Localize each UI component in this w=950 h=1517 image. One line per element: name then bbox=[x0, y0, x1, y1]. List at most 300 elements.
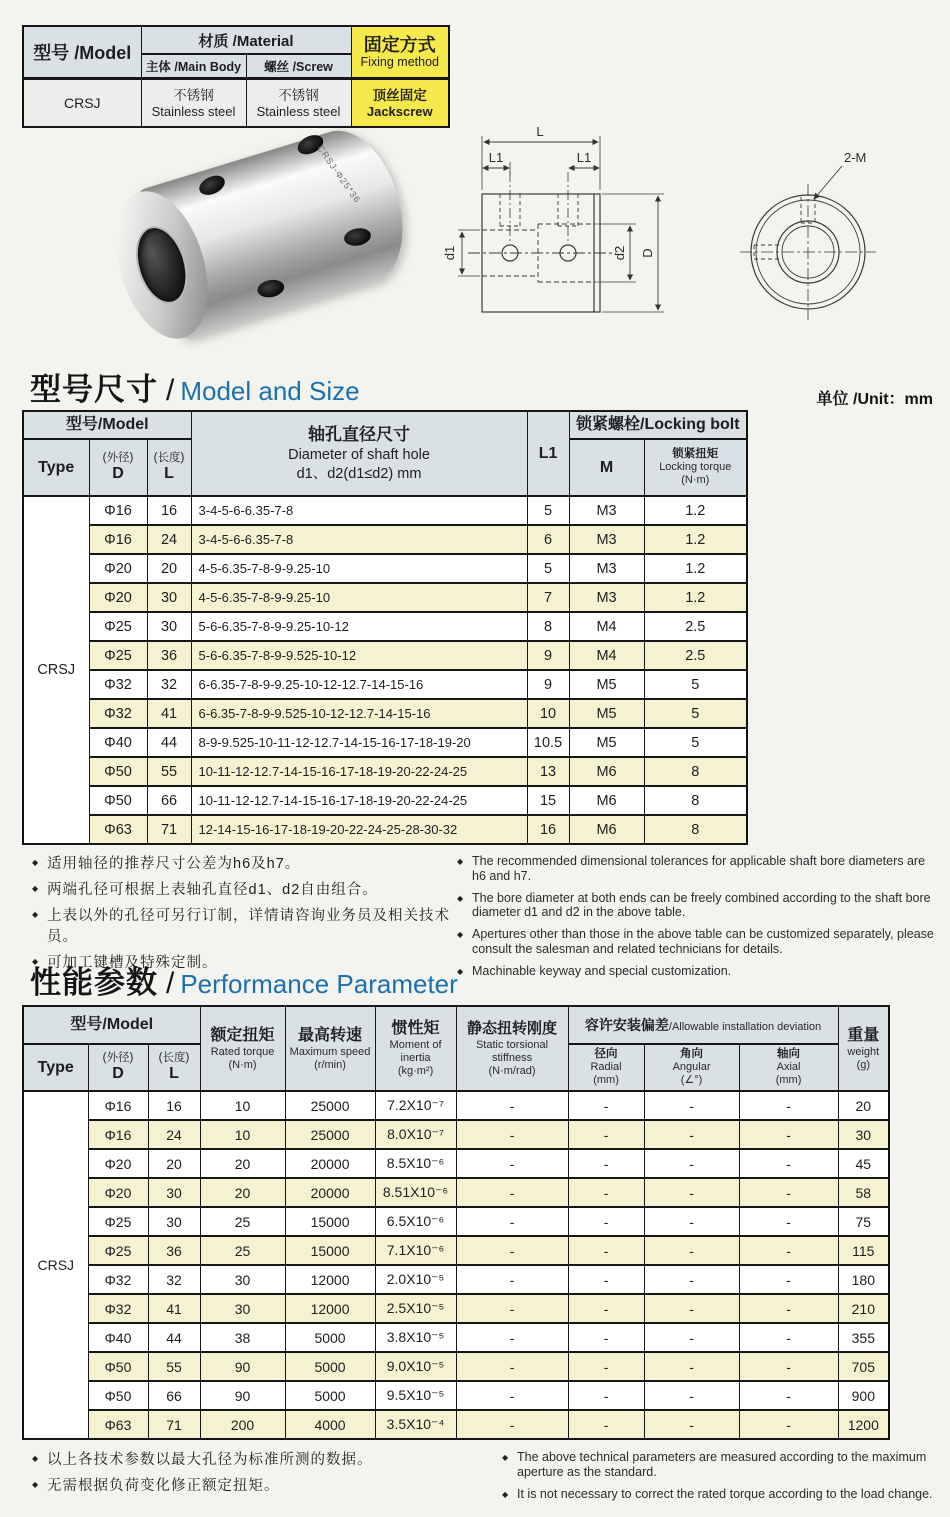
table-row bbox=[23, 525, 747, 554]
performance-section-title bbox=[30, 957, 458, 1002]
stiffness-unit: (N·m/rad) bbox=[488, 1065, 536, 1077]
table-row bbox=[23, 1207, 889, 1236]
cell-torque: 8 bbox=[644, 815, 747, 844]
cell-type: CRSJ bbox=[23, 496, 89, 844]
model-col-header: 型号/Model bbox=[23, 411, 191, 439]
cell-weight: 75 bbox=[838, 1207, 889, 1236]
rated-torque-en: Rated torque bbox=[210, 1045, 275, 1058]
cell-l: 30 bbox=[148, 1207, 200, 1236]
cell-m: M5 bbox=[569, 670, 644, 699]
cell-angular: - bbox=[644, 1236, 739, 1265]
perf-header-row-1 bbox=[23, 1006, 889, 1044]
cell-speed: 20000 bbox=[285, 1178, 375, 1207]
table-row bbox=[23, 1352, 889, 1381]
type-col-header: Type bbox=[23, 1044, 88, 1091]
table-row bbox=[23, 496, 747, 525]
dim-label-L: L bbox=[536, 124, 544, 139]
torque-header-en: Locking torque bbox=[659, 461, 732, 473]
cell-inertia: 9.0X10⁻⁵ bbox=[375, 1352, 456, 1381]
axial-unit: (mm) bbox=[775, 1074, 802, 1086]
cell-weight: 20 bbox=[838, 1091, 889, 1120]
inertia-header bbox=[375, 1006, 456, 1091]
cell-d: Φ20 bbox=[88, 1178, 148, 1207]
main-body-zh: 不锈钢 bbox=[173, 87, 214, 103]
fixing-header-zh: 固定方式 bbox=[363, 35, 436, 55]
l-label: L bbox=[164, 465, 174, 482]
rated-torque-header bbox=[200, 1006, 285, 1091]
cell-inertia: 8.5X10⁻⁶ bbox=[375, 1149, 456, 1178]
fixing-method-header bbox=[351, 26, 449, 79]
cell-l1: 15 bbox=[527, 786, 569, 815]
table-row bbox=[23, 554, 747, 583]
cell-radial: - bbox=[568, 1410, 644, 1439]
cell-torque: 20 bbox=[200, 1149, 285, 1178]
rated-torque-unit: (N·m) bbox=[228, 1058, 257, 1071]
cell-holes: 10-11-12-12.7-14-15-16-17-18-19-20-22-24-25 bbox=[191, 786, 527, 815]
cell-torque: 5 bbox=[644, 728, 747, 757]
cell-torque: 1.2 bbox=[644, 583, 747, 612]
angular-zh: 角向 bbox=[680, 1048, 704, 1060]
hole-header-zh: 轴孔直径尺寸 bbox=[308, 424, 411, 444]
cell-inertia: 3.8X10⁻⁵ bbox=[375, 1323, 456, 1352]
cell-l1: 10.5 bbox=[527, 728, 569, 757]
cell-d: Φ25 bbox=[89, 641, 147, 670]
cell-d: Φ25 bbox=[89, 612, 147, 641]
model-header: 型号 /Model bbox=[23, 26, 141, 79]
cell-inertia: 2.0X10⁻⁵ bbox=[375, 1265, 456, 1294]
cell-angular: - bbox=[644, 1091, 739, 1120]
weight-en: weight bbox=[847, 1045, 880, 1058]
cell-holes: 5-6-6.35-7-8-9-9.25-10-12 bbox=[191, 612, 527, 641]
note-item: ◆ The recommended dimensional tolerances for applicable shaft bore diameters are h6 and h7. bbox=[457, 854, 937, 884]
size-header-row-1 bbox=[23, 411, 747, 439]
stiffness-header bbox=[456, 1006, 568, 1091]
cell-speed: 15000 bbox=[285, 1236, 375, 1265]
cell-l: 44 bbox=[147, 728, 191, 757]
cell-torque: 1.2 bbox=[644, 525, 747, 554]
table-row bbox=[23, 1178, 889, 1207]
table-row bbox=[23, 815, 747, 844]
cell-d: Φ50 bbox=[89, 757, 147, 786]
table-row bbox=[23, 1410, 889, 1439]
size-title-zh: 型号尺寸 bbox=[30, 372, 158, 407]
d-label: D bbox=[112, 465, 124, 482]
cell-m: M5 bbox=[569, 728, 644, 757]
cell-m: M4 bbox=[569, 641, 644, 670]
cell-m: M3 bbox=[569, 496, 644, 525]
torque-col-header bbox=[644, 439, 747, 496]
cell-l1: 10 bbox=[527, 699, 569, 728]
angular-en: Angular bbox=[672, 1061, 711, 1073]
cell-d: Φ50 bbox=[88, 1352, 148, 1381]
cell-angular: - bbox=[644, 1265, 739, 1294]
inertia-en: Moment of inertia bbox=[389, 1039, 442, 1064]
dimension-drawing bbox=[440, 112, 945, 344]
cell-l: 71 bbox=[148, 1410, 200, 1439]
coupling-bore bbox=[129, 222, 193, 308]
stiffness-zh: 静态扭转刚度 bbox=[467, 1020, 558, 1037]
cell-d: Φ32 bbox=[88, 1294, 148, 1323]
note-item: ◆ 适用轴径的推荐尺寸公差为h6及h7。 bbox=[32, 854, 457, 875]
cell-holes: 6-6.35-7-8-9-9.25-10-12-12.7-14-15-16 bbox=[191, 670, 527, 699]
m-col-header: M bbox=[569, 439, 644, 496]
cell-d: Φ40 bbox=[88, 1323, 148, 1352]
product-photo bbox=[95, 128, 435, 340]
cell-axial: - bbox=[739, 1091, 838, 1120]
cell-angular: - bbox=[644, 1294, 739, 1323]
table-row bbox=[23, 1294, 889, 1323]
cell-weight: 1200 bbox=[838, 1410, 889, 1439]
angular-col-header bbox=[644, 1044, 739, 1091]
note-item: ◆ Machinable keyway and special customization. bbox=[457, 964, 937, 979]
cell-speed: 25000 bbox=[285, 1091, 375, 1120]
note-item: ◆ The above technical parameters are measured according to the maximum aperture as the standard. bbox=[502, 1450, 937, 1480]
cell-axial: - bbox=[739, 1236, 838, 1265]
performance-table bbox=[22, 1005, 890, 1440]
top-header-row-1 bbox=[23, 26, 449, 54]
cell-d: Φ25 bbox=[88, 1207, 148, 1236]
cell-inertia: 7.2X10⁻⁷ bbox=[375, 1091, 456, 1120]
cell-angular: - bbox=[644, 1178, 739, 1207]
radial-unit: (mm) bbox=[593, 1074, 619, 1086]
cell-weight: 58 bbox=[838, 1178, 889, 1207]
cell-m: M3 bbox=[569, 554, 644, 583]
cell-torque: 1.2 bbox=[644, 554, 747, 583]
cell-l1: 5 bbox=[527, 496, 569, 525]
max-speed-zh: 最高转速 bbox=[298, 1026, 363, 1044]
cell-m: M6 bbox=[569, 786, 644, 815]
d-col-header bbox=[88, 1044, 148, 1091]
cell-l: 44 bbox=[148, 1323, 200, 1352]
note-item: ◆ Apertures other than those in the above table can be customized separately, please consult the salesman and related technicians for details. bbox=[457, 927, 937, 957]
cell-weight: 355 bbox=[838, 1323, 889, 1352]
cell-d: Φ63 bbox=[89, 815, 147, 844]
cell-d: Φ20 bbox=[89, 583, 147, 612]
hole-header-en: Diameter of shaft hole bbox=[288, 446, 430, 463]
cell-fixing bbox=[351, 79, 449, 128]
coupling-cylinder bbox=[97, 116, 430, 353]
max-speed-header bbox=[285, 1006, 375, 1091]
locking-bolt-header: 锁紧螺栓/Locking bolt bbox=[569, 411, 747, 439]
cell-l: 30 bbox=[147, 583, 191, 612]
torque-header-zh: 锁紧扭矩 bbox=[672, 448, 719, 460]
main-body-en: Stainless steel bbox=[151, 103, 236, 119]
cell-d: Φ50 bbox=[89, 786, 147, 815]
table-row bbox=[23, 1236, 889, 1265]
cell-torque: 25 bbox=[200, 1207, 285, 1236]
cell-angular: - bbox=[644, 1120, 739, 1149]
table-row bbox=[23, 1091, 889, 1120]
cell-speed: 20000 bbox=[285, 1149, 375, 1178]
deviation-zh: 容许安装偏差 bbox=[584, 1017, 669, 1033]
drawing-svg bbox=[440, 112, 945, 344]
cell-inertia: 3.5X10⁻⁴ bbox=[375, 1410, 456, 1439]
axial-en: Axial bbox=[776, 1061, 801, 1073]
main-body-header: 主体 /Main Body bbox=[141, 54, 246, 79]
cell-weight: 705 bbox=[838, 1352, 889, 1381]
cell-speed: 5000 bbox=[285, 1352, 375, 1381]
note-item: ◆ 以上各技术参数以最大孔径为标准所测的数据。 bbox=[32, 1450, 502, 1471]
cell-torque: 8 bbox=[644, 786, 747, 815]
cell-stiffness: - bbox=[456, 1294, 568, 1323]
cell-l: 24 bbox=[148, 1120, 200, 1149]
cell-m: M6 bbox=[569, 757, 644, 786]
cell-d: Φ32 bbox=[89, 699, 147, 728]
cell-stiffness: - bbox=[456, 1178, 568, 1207]
cell-torque: 2.5 bbox=[644, 612, 747, 641]
cell-torque: 5 bbox=[644, 670, 747, 699]
cell-l: 36 bbox=[147, 641, 191, 670]
cell-speed: 12000 bbox=[285, 1294, 375, 1323]
dim-label-D: D bbox=[640, 248, 655, 258]
cell-stiffness: - bbox=[456, 1236, 568, 1265]
cell-holes: 12-14-15-16-17-18-19-20-22-24-25-28-30-32 bbox=[191, 815, 527, 844]
cell-d: Φ16 bbox=[88, 1091, 148, 1120]
cell-d: Φ32 bbox=[89, 670, 147, 699]
title-slash: / bbox=[166, 374, 175, 407]
note-item: ◆ 两端孔径可根据上表轴孔直径d1、d2自由组合。 bbox=[32, 880, 457, 901]
cell-axial: - bbox=[739, 1323, 838, 1352]
model-col-header: 型号/Model bbox=[23, 1006, 200, 1044]
table-row bbox=[23, 1265, 889, 1294]
size-title-en: Model and Size bbox=[180, 376, 360, 406]
l1-col-header: L1 bbox=[527, 411, 569, 496]
table-row bbox=[23, 786, 747, 815]
cell-l1: 13 bbox=[527, 757, 569, 786]
screw-zh: 不锈钢 bbox=[278, 87, 319, 103]
cell-stiffness: - bbox=[456, 1381, 568, 1410]
cell-d: Φ63 bbox=[88, 1410, 148, 1439]
table-row bbox=[23, 1323, 889, 1352]
size-notes-en bbox=[457, 854, 937, 985]
radial-en: Radial bbox=[590, 1061, 622, 1073]
cell-l1: 6 bbox=[527, 525, 569, 554]
hole-header-range: d1、d2(d1≤d2) mm bbox=[296, 465, 422, 482]
radial-zh: 径向 bbox=[594, 1048, 618, 1060]
angular-unit: (∠°) bbox=[680, 1074, 703, 1086]
l-col-header bbox=[147, 439, 191, 496]
cell-torque: 30 bbox=[200, 1265, 285, 1294]
cell-radial: - bbox=[568, 1091, 644, 1120]
cell-axial: - bbox=[739, 1381, 838, 1410]
cell-torque: 30 bbox=[200, 1294, 285, 1323]
material-header: 材质 /Material bbox=[141, 26, 351, 54]
d-label: D bbox=[112, 1065, 124, 1082]
size-section-title bbox=[30, 364, 360, 409]
table-row bbox=[23, 699, 747, 728]
table-row bbox=[23, 757, 747, 786]
cell-torque: 38 bbox=[200, 1323, 285, 1352]
cell-torque: 8 bbox=[644, 757, 747, 786]
note-item: ◆ 上表以外的孔径可另行订制，详情请咨询业务员及相关技术员。 bbox=[32, 906, 457, 948]
screw-en: Stainless steel bbox=[256, 103, 341, 119]
l-label: L bbox=[169, 1065, 179, 1082]
table-row bbox=[23, 1120, 889, 1149]
cell-angular: - bbox=[644, 1381, 739, 1410]
cell-l: 30 bbox=[148, 1178, 200, 1207]
dim-label-d2: d2 bbox=[612, 245, 627, 261]
cell-d: Φ16 bbox=[88, 1120, 148, 1149]
cell-model: CRSJ bbox=[23, 79, 141, 128]
cell-d: Φ40 bbox=[89, 728, 147, 757]
cell-holes: 3-4-5-6-6.35-7-8 bbox=[191, 525, 527, 554]
note-item: ◆ 无需根据负荷变化修正额定扭矩。 bbox=[32, 1476, 502, 1497]
cell-holes: 6-6.35-7-8-9-9.525-10-12-12.7-14-15-16 bbox=[191, 699, 527, 728]
cell-d: Φ16 bbox=[89, 496, 147, 525]
axial-zh: 轴向 bbox=[777, 1048, 801, 1060]
cell-l1: 8 bbox=[527, 612, 569, 641]
dim-label-L1-left: L1 bbox=[488, 150, 504, 165]
inertia-zh: 惯性矩 bbox=[391, 1020, 440, 1037]
table-row bbox=[23, 1149, 889, 1178]
cell-weight: 210 bbox=[838, 1294, 889, 1323]
table-row bbox=[23, 583, 747, 612]
max-speed-unit: (r/min) bbox=[314, 1058, 346, 1071]
perf-notes-zh bbox=[32, 1450, 502, 1508]
cell-inertia: 8.0X10⁻⁷ bbox=[375, 1120, 456, 1149]
cell-inertia: 8.51X10⁻⁶ bbox=[375, 1178, 456, 1207]
cell-holes: 5-6-6.35-7-8-9-9.525-10-12 bbox=[191, 641, 527, 670]
d-col-header bbox=[89, 439, 147, 496]
weight-zh: 重量 bbox=[847, 1026, 880, 1044]
deviation-header bbox=[568, 1006, 838, 1044]
weight-header bbox=[838, 1006, 889, 1091]
cell-d: Φ50 bbox=[88, 1381, 148, 1410]
cell-radial: - bbox=[568, 1381, 644, 1410]
cell-l1: 5 bbox=[527, 554, 569, 583]
cell-torque: 10 bbox=[200, 1091, 285, 1120]
dim-label-d1: d1 bbox=[442, 245, 457, 261]
cell-radial: - bbox=[568, 1294, 644, 1323]
perf-title-en: Performance Parameter bbox=[180, 969, 458, 999]
cell-d: Φ25 bbox=[88, 1236, 148, 1265]
cell-angular: - bbox=[644, 1149, 739, 1178]
cell-inertia: 9.5X10⁻⁵ bbox=[375, 1381, 456, 1410]
cell-speed: 4000 bbox=[285, 1410, 375, 1439]
cell-d: Φ16 bbox=[89, 525, 147, 554]
cell-l: 55 bbox=[148, 1352, 200, 1381]
cell-l: 66 bbox=[148, 1381, 200, 1410]
cell-torque: 25 bbox=[200, 1236, 285, 1265]
cell-holes: 4-5-6.35-7-8-9-9.25-10 bbox=[191, 554, 527, 583]
cell-d: Φ20 bbox=[88, 1149, 148, 1178]
cell-stiffness: - bbox=[456, 1091, 568, 1120]
cell-angular: - bbox=[644, 1410, 739, 1439]
cell-speed: 5000 bbox=[285, 1381, 375, 1410]
note-item: ◆ It is not necessary to correct the rated torque according to the load change. bbox=[502, 1487, 937, 1502]
cell-axial: - bbox=[739, 1352, 838, 1381]
cell-stiffness: - bbox=[456, 1265, 568, 1294]
cell-l: 41 bbox=[147, 699, 191, 728]
cell-stiffness: - bbox=[456, 1120, 568, 1149]
note-item: ◆ 可加工键槽及特殊定制。 bbox=[32, 953, 457, 974]
cell-inertia: 6.5X10⁻⁶ bbox=[375, 1207, 456, 1236]
table-row bbox=[23, 612, 747, 641]
cell-holes: 8-9-9.525-10-11-12-12.7-14-15-16-17-18-19-20 bbox=[191, 728, 527, 757]
cell-radial: - bbox=[568, 1352, 644, 1381]
cell-l: 20 bbox=[148, 1149, 200, 1178]
cell-stiffness: - bbox=[456, 1352, 568, 1381]
cell-torque: 1.2 bbox=[644, 496, 747, 525]
cell-l: 20 bbox=[147, 554, 191, 583]
cell-weight: 180 bbox=[838, 1265, 889, 1294]
cell-m: M3 bbox=[569, 583, 644, 612]
cell-angular: - bbox=[644, 1323, 739, 1352]
cell-l: 30 bbox=[147, 612, 191, 641]
cell-axial: - bbox=[739, 1207, 838, 1236]
cell-m: M5 bbox=[569, 699, 644, 728]
cell-l1: 7 bbox=[527, 583, 569, 612]
cell-radial: - bbox=[568, 1323, 644, 1352]
cell-inertia: 7.1X10⁻⁶ bbox=[375, 1236, 456, 1265]
cell-l: 16 bbox=[148, 1091, 200, 1120]
cell-holes: 3-4-5-6-6.35-7-8 bbox=[191, 496, 527, 525]
cell-stiffness: - bbox=[456, 1410, 568, 1439]
dim-label-2M: 2-M bbox=[844, 150, 867, 165]
cell-l: 41 bbox=[148, 1294, 200, 1323]
rated-torque-zh: 额定扭矩 bbox=[210, 1026, 275, 1044]
cell-axial: - bbox=[739, 1120, 838, 1149]
engraved-model-text: CRSJ-Φ25*36 bbox=[315, 143, 363, 205]
cell-l: 36 bbox=[148, 1236, 200, 1265]
cell-l: 32 bbox=[147, 670, 191, 699]
cell-torque: 2.5 bbox=[644, 641, 747, 670]
cell-l: 55 bbox=[147, 757, 191, 786]
cell-l: 16 bbox=[147, 496, 191, 525]
max-speed-en: Maximum speed bbox=[289, 1045, 371, 1058]
weight-unit: (g) bbox=[856, 1058, 871, 1071]
cell-holes: 4-5-6.35-7-8-9-9.25-10 bbox=[191, 583, 527, 612]
cell-m: M6 bbox=[569, 815, 644, 844]
cell-speed: 15000 bbox=[285, 1207, 375, 1236]
note-item: ◆ The bore diameter at both ends can be freely combined according to the shaft bore diameter d1 and d2 in the above table. bbox=[457, 891, 937, 921]
cell-m: M4 bbox=[569, 612, 644, 641]
cell-axial: - bbox=[739, 1178, 838, 1207]
cell-inertia: 2.5X10⁻⁵ bbox=[375, 1294, 456, 1323]
axial-col-header bbox=[739, 1044, 838, 1091]
cell-radial: - bbox=[568, 1207, 644, 1236]
cell-angular: - bbox=[644, 1207, 739, 1236]
cell-torque: 10 bbox=[200, 1120, 285, 1149]
cell-l1: 9 bbox=[527, 641, 569, 670]
screw-header: 螺丝 /Screw bbox=[246, 54, 351, 79]
model-material-table bbox=[22, 25, 450, 128]
cell-type: CRSJ bbox=[23, 1091, 88, 1439]
model-size-table bbox=[22, 410, 748, 845]
l-note: (长度) bbox=[153, 452, 185, 464]
cell-radial: - bbox=[568, 1236, 644, 1265]
cell-angular: - bbox=[644, 1352, 739, 1381]
cell-radial: - bbox=[568, 1149, 644, 1178]
d-note: (外径) bbox=[102, 1052, 134, 1064]
cell-radial: - bbox=[568, 1178, 644, 1207]
fixing-header-en: Fixing method bbox=[360, 55, 439, 69]
cell-axial: - bbox=[739, 1149, 838, 1178]
cell-l1: 16 bbox=[527, 815, 569, 844]
fixing-en: Jackscrew bbox=[366, 103, 433, 119]
cell-torque: 20 bbox=[200, 1178, 285, 1207]
deviation-en: /Allowable installation deviation bbox=[668, 1021, 822, 1033]
cell-screw bbox=[246, 79, 351, 128]
cell-holes: 10-11-12-12.7-14-15-16-17-18-19-20-22-24-25 bbox=[191, 757, 527, 786]
hole-col-header bbox=[191, 411, 527, 496]
table-row bbox=[23, 641, 747, 670]
dim-label-L1-right: L1 bbox=[576, 150, 592, 165]
cell-stiffness: - bbox=[456, 1149, 568, 1178]
d-note: (外径) bbox=[102, 452, 134, 464]
table-row bbox=[23, 728, 747, 757]
cell-speed: 12000 bbox=[285, 1265, 375, 1294]
